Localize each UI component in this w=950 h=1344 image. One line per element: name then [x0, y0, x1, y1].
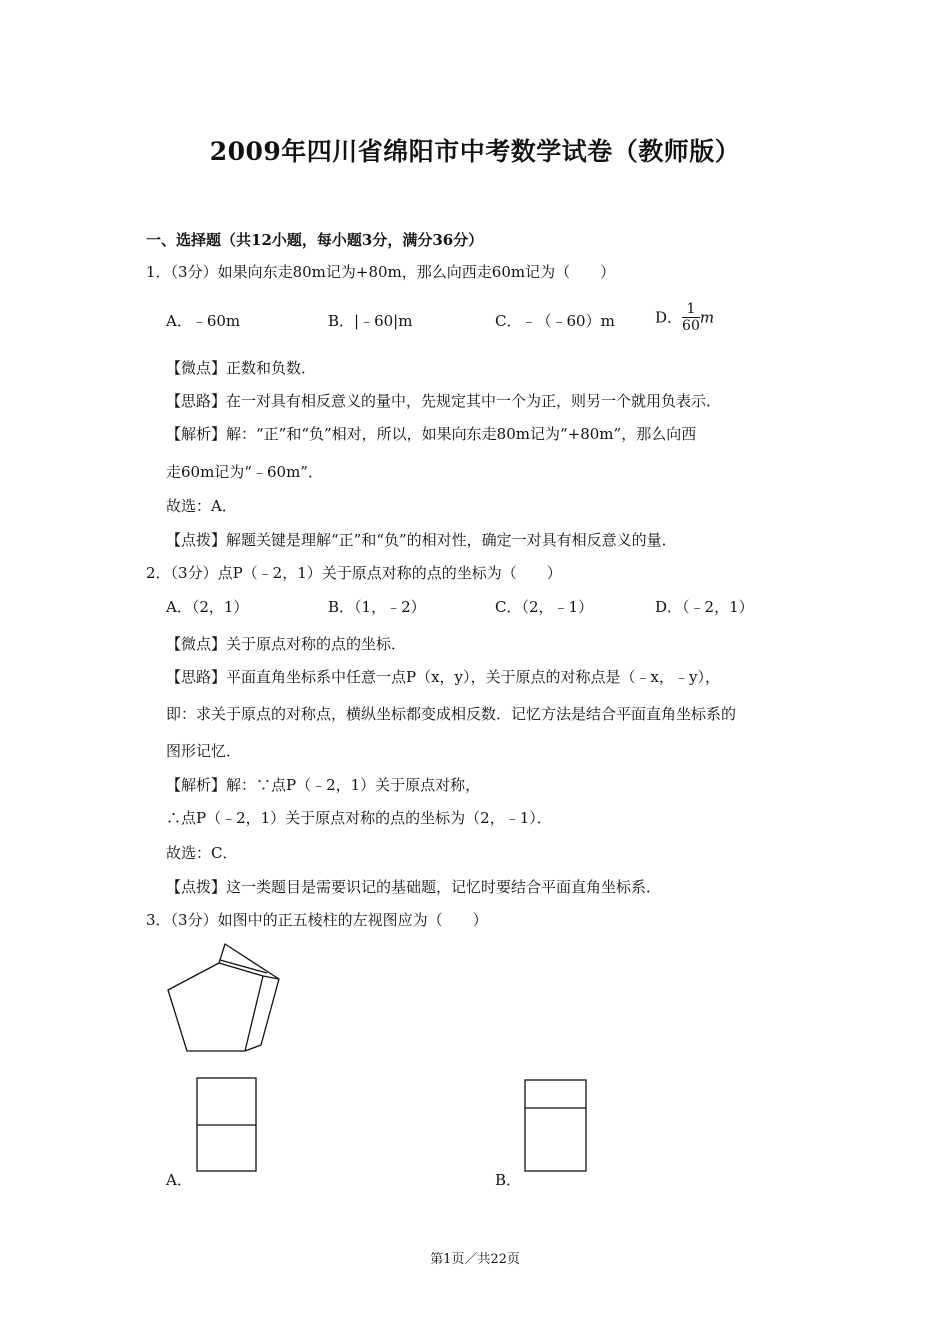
q1-weidian: 【微点】正数和负数．: [166, 359, 317, 377]
q2-stem: 2．（3分）点P（﹣2，1）关于原点对称的点的坐标为（ ）: [146, 564, 562, 582]
q2-option-a: A．（2，1）: [166, 598, 249, 616]
page-footer: 第1页／共22页: [430, 1252, 520, 1267]
fraction-numerator: 1: [686, 301, 696, 317]
q2-silu-line2: 即：求关于原点的对称点，横纵坐标都变成相反数．记忆方法是结合平面直角坐标系的: [166, 705, 737, 723]
fraction-unit: m: [699, 308, 715, 327]
q2-option-d: D．（﹣2，1）: [655, 598, 754, 616]
q1-stem: 1．（3分）如果向东走80m记为+80m，那么向西走60m记为（ ）: [146, 263, 616, 281]
q3-stem: 3．（3分）如图中的正五棱柱的左视图应为（ ）: [146, 911, 488, 929]
option-a-figure: [196, 1077, 258, 1173]
q2-option-c: C．（2，﹣1）: [495, 598, 594, 616]
q1-option-d: [655, 301, 714, 334]
q1-option-b: B．|﹣60|m: [328, 312, 413, 330]
q2-jiexi-line2: ∴点P（﹣2，1）关于原点对称的点的坐标为（2，﹣1）．: [166, 809, 552, 827]
q3-option-b: B．: [495, 1171, 522, 1189]
page-title: 2009年四川省绵阳市中考数学试卷（教师版）: [209, 137, 741, 166]
q2-option-b: B．（1，﹣2）: [328, 598, 426, 616]
q1-dianbo: 【点拨】解题关键是理解“正”和“负”的相对性，确定一对具有相反意义的量．: [166, 531, 677, 549]
q1-jiexi-line2: 走60m记为“﹣60m”．: [166, 463, 323, 481]
q1-option-a: A．﹣60m: [166, 312, 241, 330]
q2-weidian: 【微点】关于原点对称的点的坐标．: [166, 635, 407, 653]
fraction-denominator: 60: [682, 318, 700, 334]
q1-option-d-label: D．: [655, 308, 683, 327]
option-b-outline: [525, 1080, 586, 1171]
q1-silu: 【思路】在一对具有相反意义的量中，先规定其中一个为正，则另一个就用负表示．: [166, 392, 722, 410]
q2-silu-line1: 【思路】平面直角坐标系中任意一点P（x，y），关于原点的对称点是（﹣x，﹣y），: [166, 668, 720, 686]
q1-option-c: C．﹣（﹣60）m: [495, 312, 615, 330]
q2-silu-line3: 图形记忆．: [166, 742, 242, 760]
q3-option-a: A．: [166, 1171, 192, 1189]
q1-jiexi-line1: 【解析】解：“正”和“负”相对，所以，如果向东走80m记为“+80m”，那么向西: [166, 425, 697, 443]
fraction: [682, 301, 700, 334]
q2-dianbo: 【点拨】这一类题目是需要识记的基础题，记忆时要结合平面直角坐标系．: [166, 878, 662, 896]
section-heading: 一、选择题（共12小题，每小题3分，满分36分）: [146, 231, 484, 249]
pentagonal-prism-figure: [160, 940, 290, 1058]
q2-answer: 故选：C．: [166, 844, 238, 862]
q1-answer: 故选：A．: [166, 497, 237, 515]
option-b-figure: [524, 1079, 588, 1173]
q2-jiexi-line1: 【解析】解：∵点P（﹣2，1）关于原点对称，: [166, 776, 481, 794]
prism-front-face: [168, 963, 263, 1051]
